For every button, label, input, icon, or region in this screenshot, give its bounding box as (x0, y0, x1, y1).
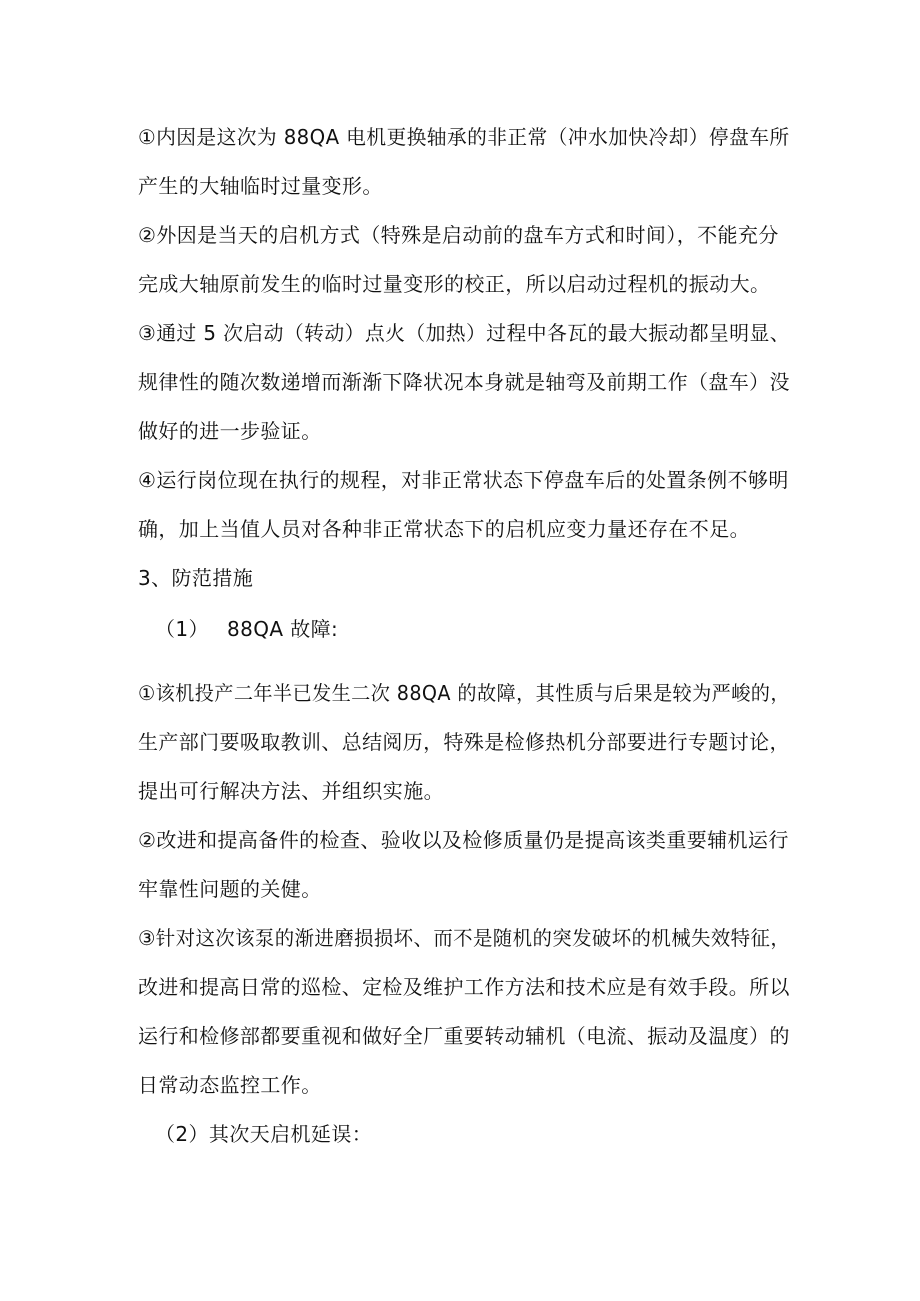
paragraph-line: ②改进和提高备件的检查、验收以及检修质量仍是提高该类重要辅机运行 (138, 828, 789, 852)
paragraph-line: ③通过 5 次启动（转动）点火（加热）过程中各瓦的最大振动都呈明显、 (138, 321, 790, 345)
paragraph-line: 改进和提高日常的巡检、定检及维护工作方法和技术应是有效手段。所以 (138, 975, 790, 999)
paragraph-line: ③针对这次该泵的渐进磨损损坏、而不是随机的突发破坏的机械失效特征， (138, 926, 791, 950)
paragraph-line: 牢靠性问题的关健。 (138, 877, 322, 901)
paragraph-line: 做好的进一步验证。 (138, 419, 322, 443)
subsection-number: （1） (155, 617, 209, 641)
paragraph-line: 生产部门要吸取教训、总结阅历，特殊是检修热机分部要进行专题讨论， (138, 730, 790, 754)
paragraph-line: 日常动态监控工作。 (138, 1073, 322, 1097)
paragraph-line: 提出可行解决方法、并组织实施。 (138, 779, 444, 803)
paragraph-line: ④运行岗位现在执行的规程，对非正常状态下停盘车后的处置条例不够明 (138, 468, 789, 492)
paragraph-line: ①该机投产二年半已发生二次 88QA 的故障，其性质与后果是较为严峻的， (138, 681, 790, 705)
section-heading: 3、防范措施 (138, 566, 254, 590)
paragraph-line: 完成大轴原前发生的临时过量变形的校正，所以启动过程机的振动大。 (138, 272, 771, 296)
paragraph-line: ②外因是当天的启机方式（特殊是启动前的盘车方式和时间），不能充分 (138, 223, 779, 247)
paragraph-line: 运行和检修部都要重视和做好全厂重要转动辅机（电流、振动及温度）的 (138, 1024, 790, 1048)
subsection-heading-2: （2）其次天启机延误： (155, 1122, 373, 1146)
paragraph-line: ①内因是这次为 88QA 电机更换轴承的非正常（冲水加快冷却）停盘车所 (138, 125, 790, 149)
paragraph-line: 确，加上当值人员对各种非正常状态下的启机应变力量还存在不足。 (138, 517, 750, 541)
paragraph-line: 规律性的随次数递增而渐渐下降状况本身就是轴弯及前期工作（盘车）没 (138, 370, 790, 394)
paragraph-line: 产生的大轴临时过量变形。 (138, 174, 383, 198)
subsection-heading-1 (155, 615, 338, 643)
subsection-title: 88QA 故障: (227, 617, 339, 641)
